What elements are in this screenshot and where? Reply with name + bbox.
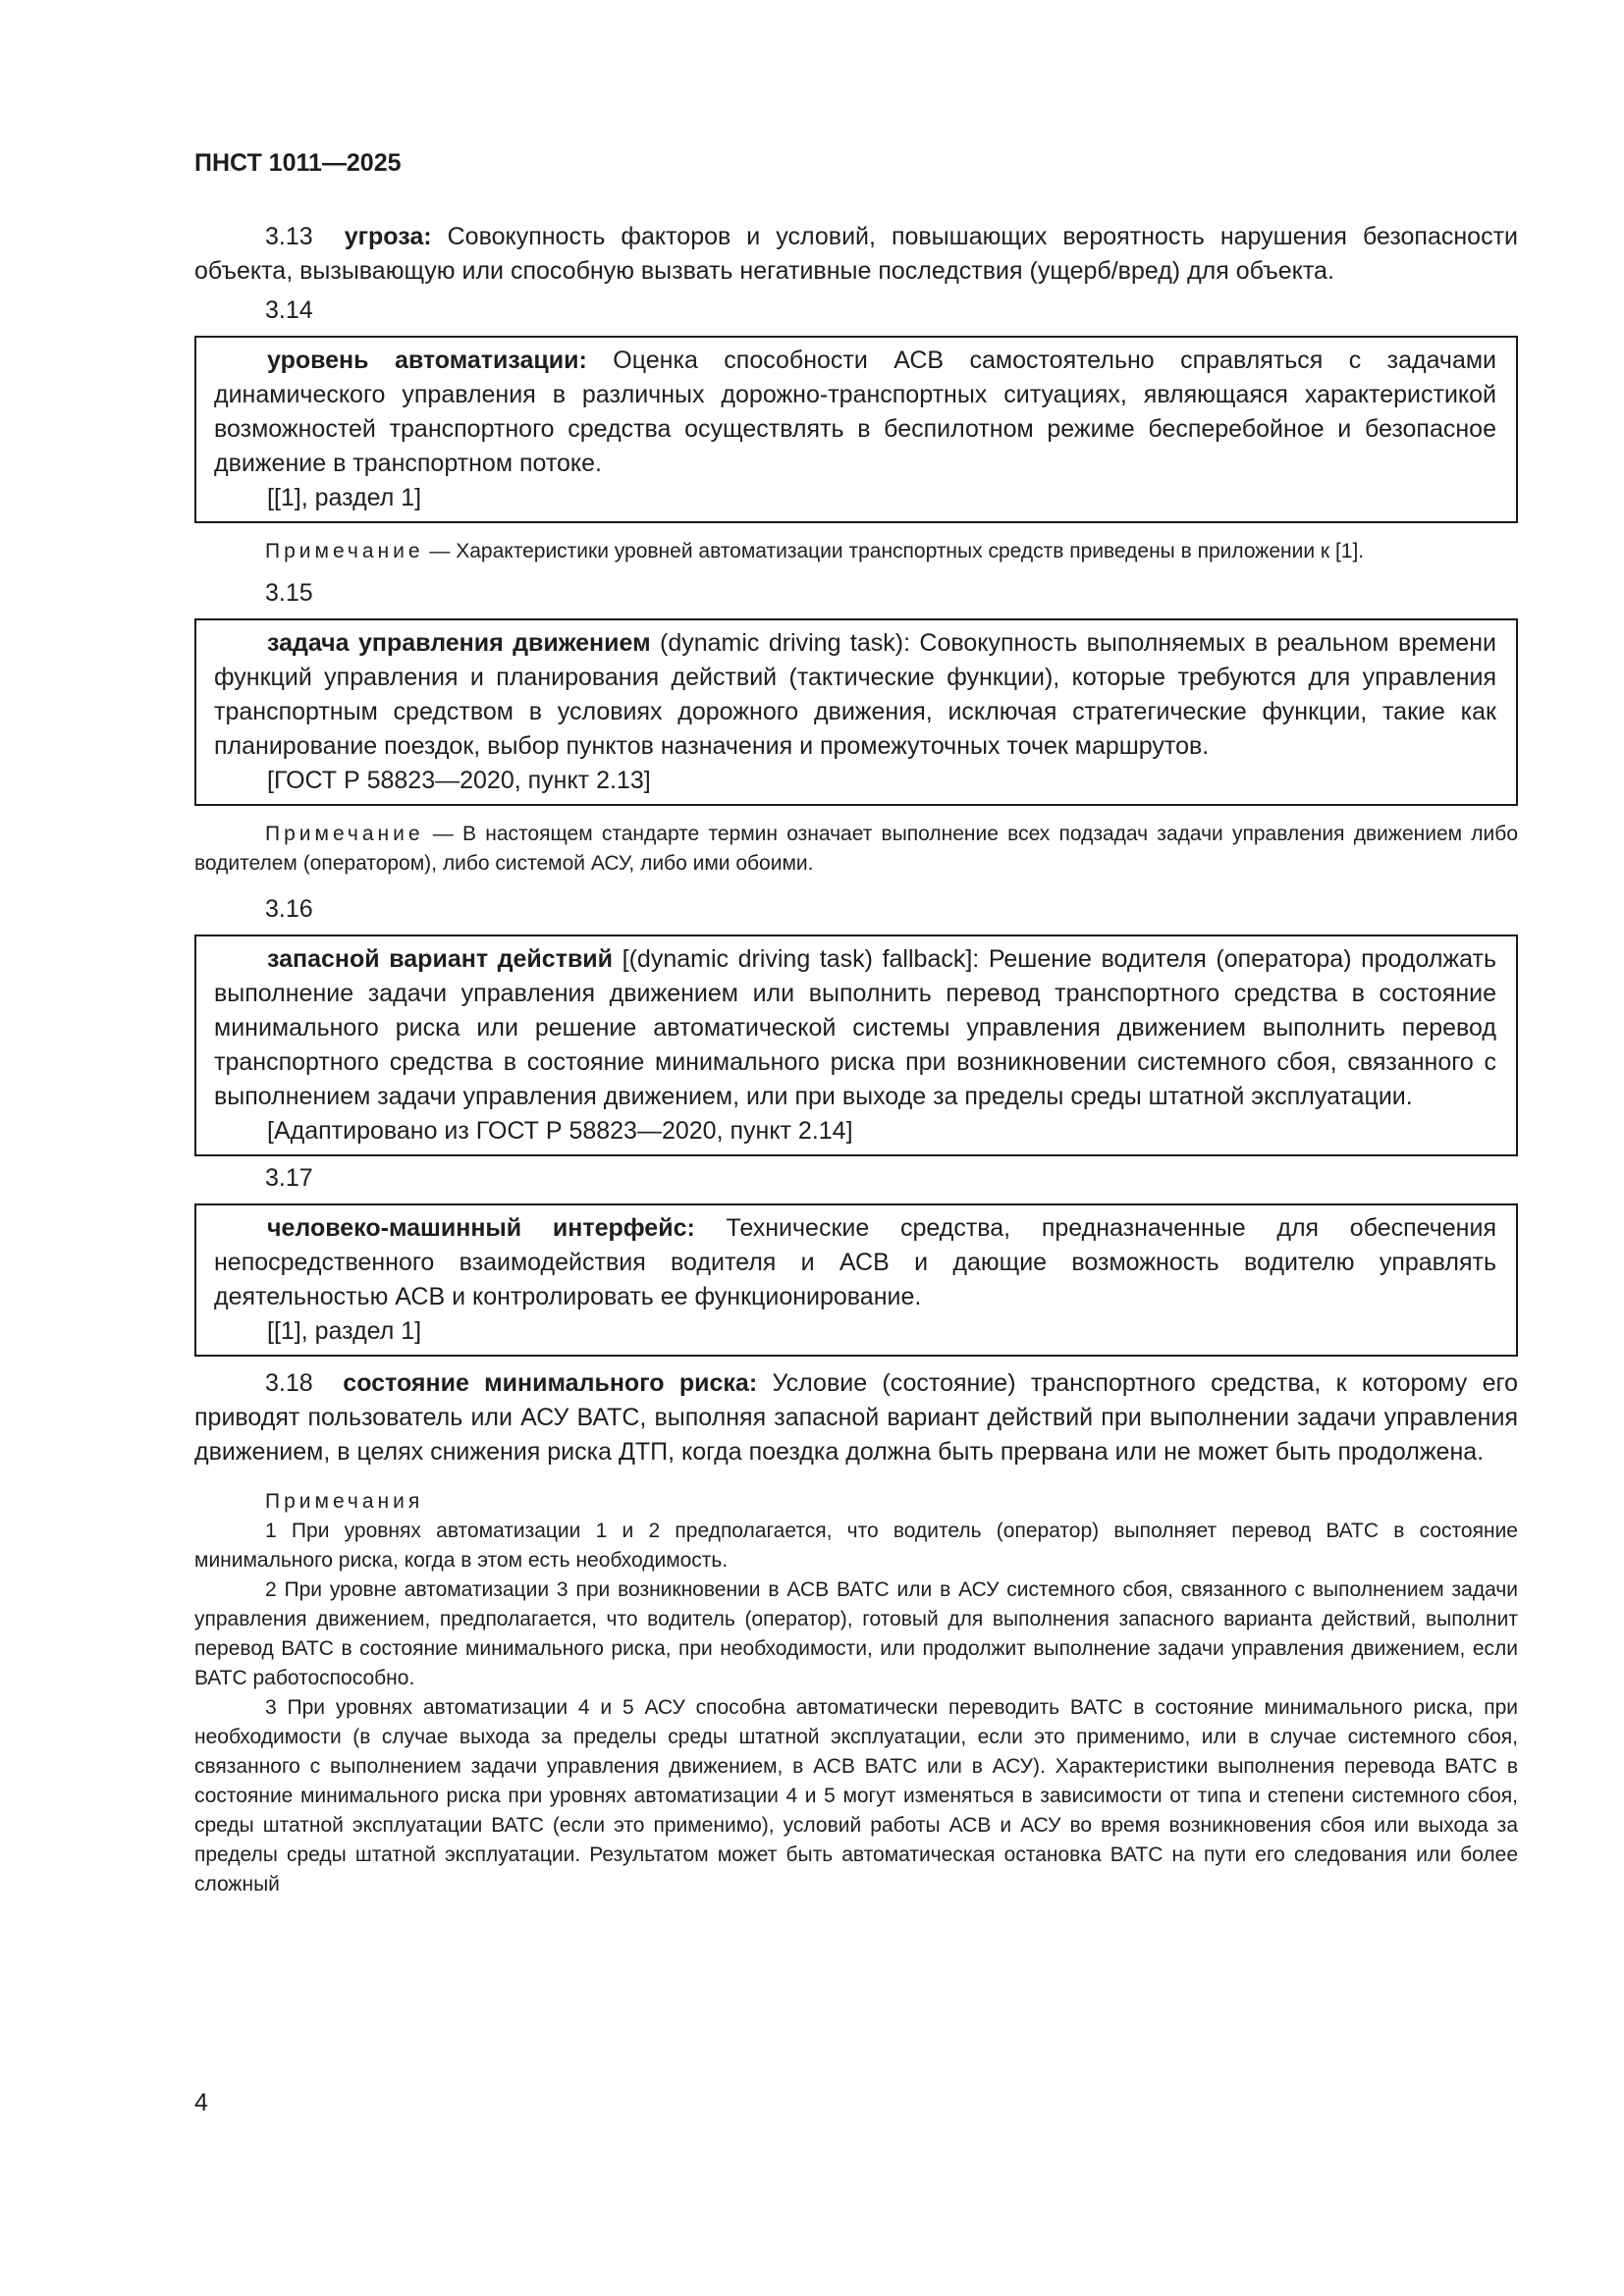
definition-box-3-15 xyxy=(194,618,1518,806)
note-label: Примечание xyxy=(265,540,424,562)
definition: Технические средства, предназначенные для обеспечения непосредственного взаимодействия водителя и АСВ и дающие возможность водителю управлять деятельностью АСВ и контролировать ее функционирование. xyxy=(214,1214,1496,1310)
note-item-1: 1 При уровнях автоматизации 1 и 2 предполагается, что водитель (оператор) выполняет перевод ВАТС в состояние минимального риска, когда в этом есть необходимость. xyxy=(194,1520,1518,1572)
note-text: — Характеристики уровней автоматизации транспортных средств приведены в приложении к [1]. xyxy=(429,540,1365,562)
note-text: — В настоящем стандарте термин означает выполнение всех подзадач задачи управления движением либо водителем (оператором), либо системой АСУ, либо ими обоими. xyxy=(194,823,1518,875)
note-label: Примечание xyxy=(265,823,424,845)
entry-number-3-16: 3.16 xyxy=(265,895,313,923)
source-reference: [Адаптировано из ГОСТ Р 58823—2020, пункт 2.14] xyxy=(267,1117,853,1145)
entry-3-17 xyxy=(214,1211,1496,1314)
entry-number-3-17: 3.17 xyxy=(265,1164,313,1192)
entry-number-3-15: 3.15 xyxy=(265,579,313,607)
note-3-15 xyxy=(194,820,1518,879)
definition: [(dynamic driving task) fallback]: Решение водителя (оператора) продолжать выполнение задачи управления движением или выполнить перевод транспортного средства в состояние минимального риска или решение автоматической системы управления движением выполнить перевод транспортного средства в состояние минимального риска при возникновении системного сбоя, связанного с выполнением задачи управления движением, или при выходе за пределы среды штатной эксплуатации. xyxy=(214,945,1496,1110)
entry-3-14 xyxy=(214,344,1496,481)
entry-number: 3.13 xyxy=(265,223,313,250)
entry-3-13 xyxy=(194,220,1518,289)
entry-3-18 xyxy=(194,1366,1518,1469)
term: задача управления движением xyxy=(267,629,651,657)
entry-3-15 xyxy=(214,626,1496,764)
note-3-14 xyxy=(194,537,1518,566)
note-item-3: 3 При уровнях автоматизации 4 и 5 АСУ способна автоматически переводить ВАТС в состояние минимального риска, при необходимости (в случае выхода за пределы среды штатной эксплуатации, если это применимо, или в случае системного сбоя, связанного с выполнением задачи управления движением, в АСВ ВАТС или в АСУ). Характеристики выполнения перевода ВАТС в состояние минимального риска при уровнях автоматизации 4 и 5 могут изменяться в зависимости от типа и степени системного сбоя, среды штатной эксплуатации ВАТС (если это применимо), условий работы АСВ и АСУ во время возникновения сбоя или выхода за пределы среды штатной эксплуатации. Результатом может быть автоматическая остановка ВАТС на пути его следования или более сложный xyxy=(194,1696,1518,1896)
source-reference: [[1], раздел 1] xyxy=(267,484,422,511)
entry-3-16 xyxy=(214,942,1496,1114)
term: состояние минимального риска: xyxy=(343,1369,758,1397)
page-content xyxy=(194,220,1518,1899)
definition: (dynamic driving task): Совокупность выполняемых в реальном времени функций управления и планирования действий (тактические функции), которые требуются для управления транспортным средством в условиях дорожного движения, исключая стратегические функции, такие как планирование поездок, выбор пунктов назначения и промежуточных точек маршрутов. xyxy=(214,629,1496,760)
definition: Совокупность факторов и условий, повышающих вероятность нарушения безопасности объекта, вызывающую или способную вызвать негативные последствия (ущерб/вред) для объекта. xyxy=(194,223,1518,285)
term: человеко-машинный интерфейс: xyxy=(267,1214,695,1242)
term: запасной вариант действий xyxy=(267,945,614,973)
entry-number: 3.18 xyxy=(265,1369,313,1397)
definition-box-3-17 xyxy=(194,1203,1518,1357)
term: уровень автоматизации: xyxy=(267,347,587,374)
definition: Условие (состояние) транспортного средства, к которому его приводят пользователь или АСУ ВАТС, выполняя запасной вариант действий при выполнении задачи управления движением, в целях снижения риска ДТП, когда поездка должна быть прервана или не может быть продолжена. xyxy=(194,1369,1518,1466)
term: угроза: xyxy=(344,223,432,250)
entry-number-3-14: 3.14 xyxy=(265,296,313,324)
page-number: 4 xyxy=(194,2089,208,2116)
definition: Оценка способности АСВ самостоятельно справляться с задачами динамического управления в различных дорожно-транспортных ситуациях, являющаяся характеристикой возможностей транспортного средства осуществлять в беспилотном режиме бесперебойное и безопасное движение в транспортном потоке. xyxy=(214,347,1497,477)
document-code: ПНСТ 1011—2025 xyxy=(194,149,402,177)
source-reference: [ГОСТ Р 58823—2020, пункт 2.13] xyxy=(267,767,651,794)
notes-heading: Примечания xyxy=(265,1490,424,1513)
definition-box-3-14 xyxy=(194,336,1518,523)
note-item-2: 2 При уровне автоматизации 3 при возникновении в АСВ ВАТС или в АСУ системного сбоя, связанного с выполнением задачи управления движением, предполагается, что водитель (оператор), готовый для выполнения запасного варианта действий, выполнит перевод ВАТС в состояние минимального риска, при необходимости, или продолжит выполнение задачи управления движением, если ВАТС работоспособно. xyxy=(194,1578,1518,1689)
definition-box-3-16 xyxy=(194,934,1518,1156)
source-reference: [[1], раздел 1] xyxy=(267,1317,422,1345)
